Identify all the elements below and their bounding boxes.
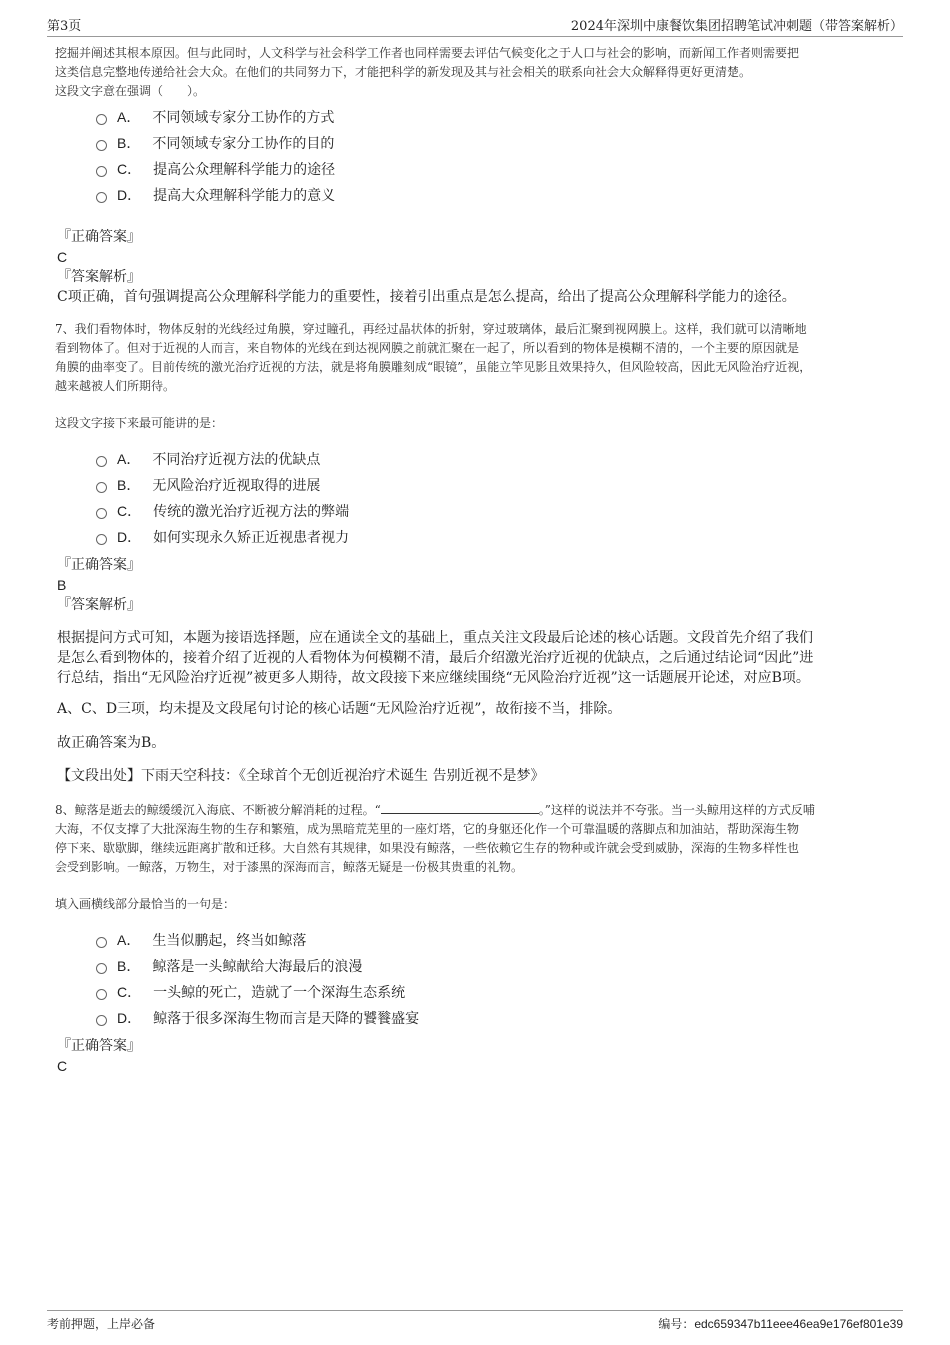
radio-icon[interactable]	[96, 482, 107, 493]
q7-answer-block	[57, 555, 141, 615]
answer-heading: 『正确答案』	[57, 1038, 141, 1054]
q8-stem	[55, 801, 900, 877]
q7-analysis-paragraph: A、C、D三项，均未提及文段尾句讨论的核心话题“无风险治疗近视”，故衔接不当，排除。	[57, 701, 622, 717]
radio-icon[interactable]	[96, 456, 107, 467]
q7-option-a[interactable]: A． 不同治疗近视方法的优缺点	[96, 449, 320, 469]
radio-icon[interactable]	[96, 963, 107, 974]
q7-stem-line: 7、我们看物体时，物体反射的光线经过角膜，穿过瞳孔，再经过晶状体的折射，穿过玻璃体，最后汇聚到视网膜上。这样，我们就可以清晰地	[55, 322, 807, 336]
answer-heading: 『正确答案』	[57, 229, 141, 245]
q8-stem-line: 8、鲸落是逝去的鲸缓缓沉入海底、不断被分解消耗的过程。“ 。”这样的说法并不夸张。当一头鲸用这样的方式反哺	[55, 803, 815, 817]
q6-stem	[55, 44, 900, 101]
q8-option-a[interactable]: A． 生当似鹏起，终当如鲸落	[96, 930, 306, 950]
analysis-line: 根据提问方式可知，本题为接语选择题，应在通读全文的基础上，重点关注文段最后论述的核心话题。文段首先介绍了我们	[57, 630, 813, 646]
radio-icon[interactable]	[96, 140, 107, 151]
radio-icon[interactable]	[96, 166, 107, 177]
analysis-line: 是怎么看到物体的，接着介绍了近视的人看物体为何模糊不清，最后介绍激光治疗近视的优缺点，之后通过结论词“因此”进	[57, 650, 814, 666]
analysis-heading: 『答案解析』	[57, 597, 141, 613]
document-title: 2024年深圳中康餐饮集团招聘笔试冲刺题（带答案解析）	[570, 19, 903, 34]
analysis-line: 行总结，指出“无风险治疗近视”被更多人期待，故文段接下来应继续围绕“无风险治疗近视”这一话题展开论述，对应B项。	[57, 670, 810, 686]
q7-option-c[interactable]: C． 传统的激光治疗近视方法的弊端	[96, 501, 349, 521]
q6-option-b[interactable]: B． 不同领域专家分工协作的目的	[96, 133, 334, 153]
q7-option-b[interactable]: B． 无风险治疗近视取得的进展	[96, 475, 320, 495]
correct-answer: B	[57, 577, 67, 593]
q7-stem	[55, 320, 900, 396]
q8-stem-line: 大海，不仅支撑了大批深海生物的生存和繁殖，成为黑暗荒芜里的一座灯塔，它的身躯还化作一个可靠温暖的落脚点和加油站，帮助深海生物	[55, 822, 800, 836]
analysis-text: C项正确，首句强调提高公众理解科学能力的重要性，接着引出重点是怎么提高，给出了提高公众理解科学能力的途径。	[57, 289, 796, 305]
q7-option-d[interactable]: D． 如何实现永久矫正近视患者视力	[96, 527, 349, 547]
answer-heading: 『正确答案』	[57, 557, 141, 573]
q7-analysis	[57, 628, 887, 688]
q7-conclusion: 故正确答案为B。	[57, 735, 166, 751]
radio-icon[interactable]	[96, 989, 107, 1000]
q8-prompt: 填入画横线部分最恰当的一句是：	[55, 897, 236, 911]
q8-stem-line: 停下来、歇歇脚，继续远距离扩散和迁移。大自然有其规律，如果没有鲸落，一些依赖它生存的物种或许就会受到威胁，深海的生物多样性也	[55, 841, 800, 855]
q6-option-d[interactable]: D． 提高大众理解科学能力的意义	[96, 185, 335, 205]
footer-slogan: 考前押题，上岸必备	[47, 1317, 156, 1331]
radio-icon[interactable]	[96, 937, 107, 948]
q6-option-a[interactable]: A． 不同领域专家分工协作的方式	[96, 107, 334, 127]
radio-icon[interactable]	[96, 534, 107, 545]
q7-stem-line: 越来越被人们所期待。	[55, 379, 176, 393]
q7-stem-line: 角膜的曲率变了。目前传统的激光治疗近视的方法，就是将角膜雕刻成“眼镜”，虽能立竿见影且效果持久，但风险较高，因此无风险治疗近视，	[55, 360, 812, 374]
fill-blank	[381, 801, 539, 814]
correct-answer: C	[57, 1058, 68, 1074]
document-code: 编号：edc659347b11eee46ea9e176ef801e39	[658, 1317, 903, 1331]
q7-stem-line: 看到物体了。但对于近视的人而言，来自物体的光线在到达视网膜之前就汇聚在一起了，所以看到的物体是模糊不清的，一个主要的原因就是	[55, 341, 800, 355]
q8-option-b[interactable]: B． 鲸落是一头鲸献给大海最后的浪漫	[96, 956, 362, 976]
radio-icon[interactable]	[96, 508, 107, 519]
q8-answer-block	[57, 1036, 141, 1076]
page-header	[47, 14, 903, 37]
radio-icon[interactable]	[96, 1015, 107, 1026]
q6-stem-line: 挖掘并阐述其根本原因。但与此同时，人文科学与社会科学工作者也同样需要去评估气候变化之于人口与社会的影响，而新闻工作者则需要把	[55, 46, 800, 60]
q6-stem-line: 这类信息完整地传递给社会大众。在他们的共同努力下，才能把科学的新发现及其与社会相关的联系向社会大众解释得更好更清楚。	[55, 65, 752, 79]
q6-prompt: 这段文字意在强调（ ）。	[55, 84, 206, 98]
q8-option-d[interactable]: D． 鲸落于很多深海生物而言是天降的饕餮盛宴	[96, 1008, 419, 1028]
q8-stem-line: 会受到影响。一鲸落，万物生，对于漆黑的深海而言，鲸落无疑是一份极其贵重的礼物。	[55, 860, 524, 874]
page-number: 第3页	[47, 19, 82, 34]
analysis-heading: 『答案解析』	[57, 269, 141, 285]
q6-option-c[interactable]: C． 提高公众理解科学能力的途径	[96, 159, 335, 179]
radio-icon[interactable]	[96, 114, 107, 125]
q8-option-c[interactable]: C． 一头鲸的死亡，造就了一个深海生态系统	[96, 982, 405, 1002]
q7-source: 【文段出处】下雨天空科技：《全球首个无创近视治疗术诞生 告别近视不是梦》	[57, 768, 545, 784]
q7-prompt: 这段文字接下来最可能讲的是：	[55, 416, 224, 430]
correct-answer: C	[57, 249, 68, 265]
radio-icon[interactable]	[96, 192, 107, 203]
q6-answer-block	[57, 227, 796, 307]
page-footer	[47, 1310, 903, 1332]
